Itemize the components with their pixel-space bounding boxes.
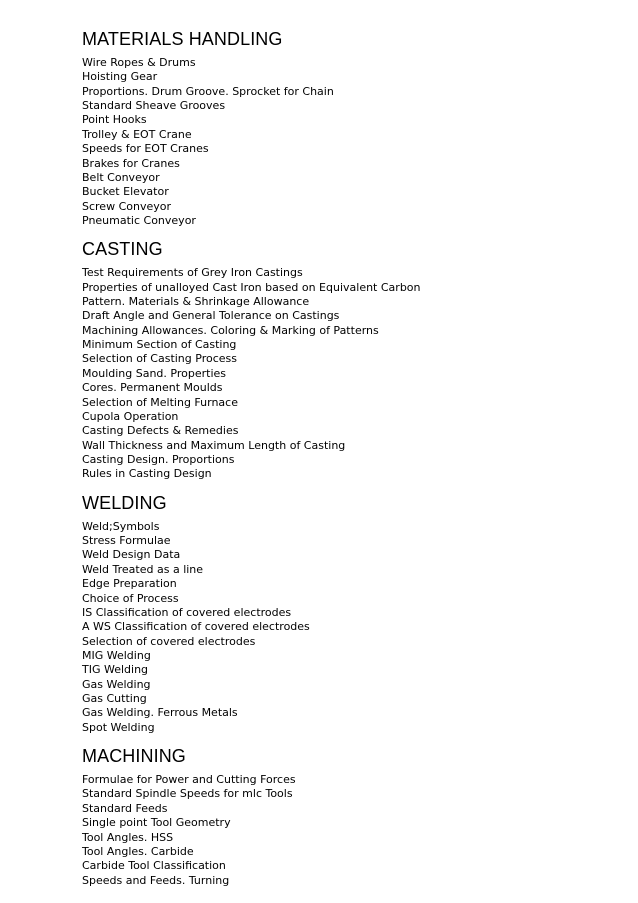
list-item: Standard Sheave Grooves xyxy=(82,99,226,113)
section-materials-handling xyxy=(82,28,622,228)
list-item: Gas Welding xyxy=(82,677,151,691)
list-item: Speeds and Feeds. Turning xyxy=(82,873,230,887)
list-item: IS Classification of covered electrodes xyxy=(82,605,292,619)
list-item: Minimum Section of Casting xyxy=(82,338,237,352)
list-item: Proportions. Drum Groove. Sprocket for Chain xyxy=(82,84,334,98)
topic-list xyxy=(82,520,622,735)
list-item: Wall Thickness and Maximum Length of Casting xyxy=(82,438,346,452)
list-item: A WS Classification of covered electrodes xyxy=(82,620,310,634)
list-item: Casting Design. Proportions xyxy=(82,452,235,466)
list-item: Weld;Symbols xyxy=(82,519,160,533)
list-item: Gas Welding. Ferrous Metals xyxy=(82,706,238,720)
list-item: Pneumatic Conveyor xyxy=(82,213,196,227)
list-item: Bucket Elevator xyxy=(82,185,169,199)
list-item: Rules in Casting Design xyxy=(82,467,212,481)
list-item: Selection of covered electrodes xyxy=(82,634,256,648)
list-item: Hoisting Gear xyxy=(82,70,158,84)
list-item: Selection of Casting Process xyxy=(82,352,237,366)
list-item: Standard Spindle Speeds for mlc Tools xyxy=(82,787,293,801)
section-title: WELDING xyxy=(82,492,167,513)
list-item: Weld Treated as a line xyxy=(82,562,204,576)
list-item: Moulding Sand. Properties xyxy=(82,366,226,380)
list-item: Speeds for EOT Cranes xyxy=(82,142,209,156)
list-item: Belt Conveyor xyxy=(82,170,160,184)
list-item: Formulae for Power and Cutting Forces xyxy=(82,773,296,787)
list-item: Pattern. Materials & Shrinkage Allowance xyxy=(82,295,310,309)
list-item: Selection of Melting Furnace xyxy=(82,395,238,409)
topic-list xyxy=(82,56,622,228)
list-item: Test Requirements of Grey Iron Castings xyxy=(82,266,303,280)
list-item: Screw Conveyor xyxy=(82,199,171,213)
list-item: Draft Angle and General Tolerance on Castings xyxy=(82,309,340,323)
list-item: Cores. Permanent Moulds xyxy=(82,381,223,395)
list-item: Carbide Tool Classification xyxy=(82,859,226,873)
section-welding xyxy=(82,492,622,735)
section-title: CASTING xyxy=(82,239,163,260)
section-title: MACHINING xyxy=(82,746,186,767)
list-item: Weld Design Data xyxy=(82,548,181,562)
list-item: Choice of Process xyxy=(82,591,179,605)
topic-list xyxy=(82,773,622,888)
list-item: Properties of unalloyed Cast Iron based on Equivalent Carbon xyxy=(82,280,421,294)
list-item: Spot Welding xyxy=(82,720,155,734)
document-page xyxy=(82,28,622,888)
list-item: Gas Cutting xyxy=(82,692,147,706)
list-item: TIG Welding xyxy=(82,663,149,677)
section-title: MATERIALS HANDLING xyxy=(82,29,283,49)
list-item: Cupola Operation xyxy=(82,409,179,423)
list-item: Tool Angles. HSS xyxy=(82,830,174,844)
list-item: Trolley & EOT Crane xyxy=(82,127,192,141)
list-item: Point Hooks xyxy=(82,113,147,127)
section-casting xyxy=(82,238,622,481)
list-item: MIG Welding xyxy=(82,648,151,662)
list-item: Machining Allowances. Coloring & Marking of Patterns xyxy=(82,323,379,337)
list-item: Wire Ropes & Drums xyxy=(82,56,196,69)
list-item: Brakes for Cranes xyxy=(82,156,180,170)
list-item: Single point Tool Geometry xyxy=(82,816,231,830)
topic-list xyxy=(82,266,622,481)
list-item: Standard Feeds xyxy=(82,801,168,815)
list-item: Edge Preparation xyxy=(82,577,177,591)
list-item: Casting Defects & Remedies xyxy=(82,424,239,438)
section-machining xyxy=(82,745,622,888)
list-item: Tool Angles. Carbide xyxy=(82,844,194,858)
list-item: Stress Formulae xyxy=(82,534,171,548)
